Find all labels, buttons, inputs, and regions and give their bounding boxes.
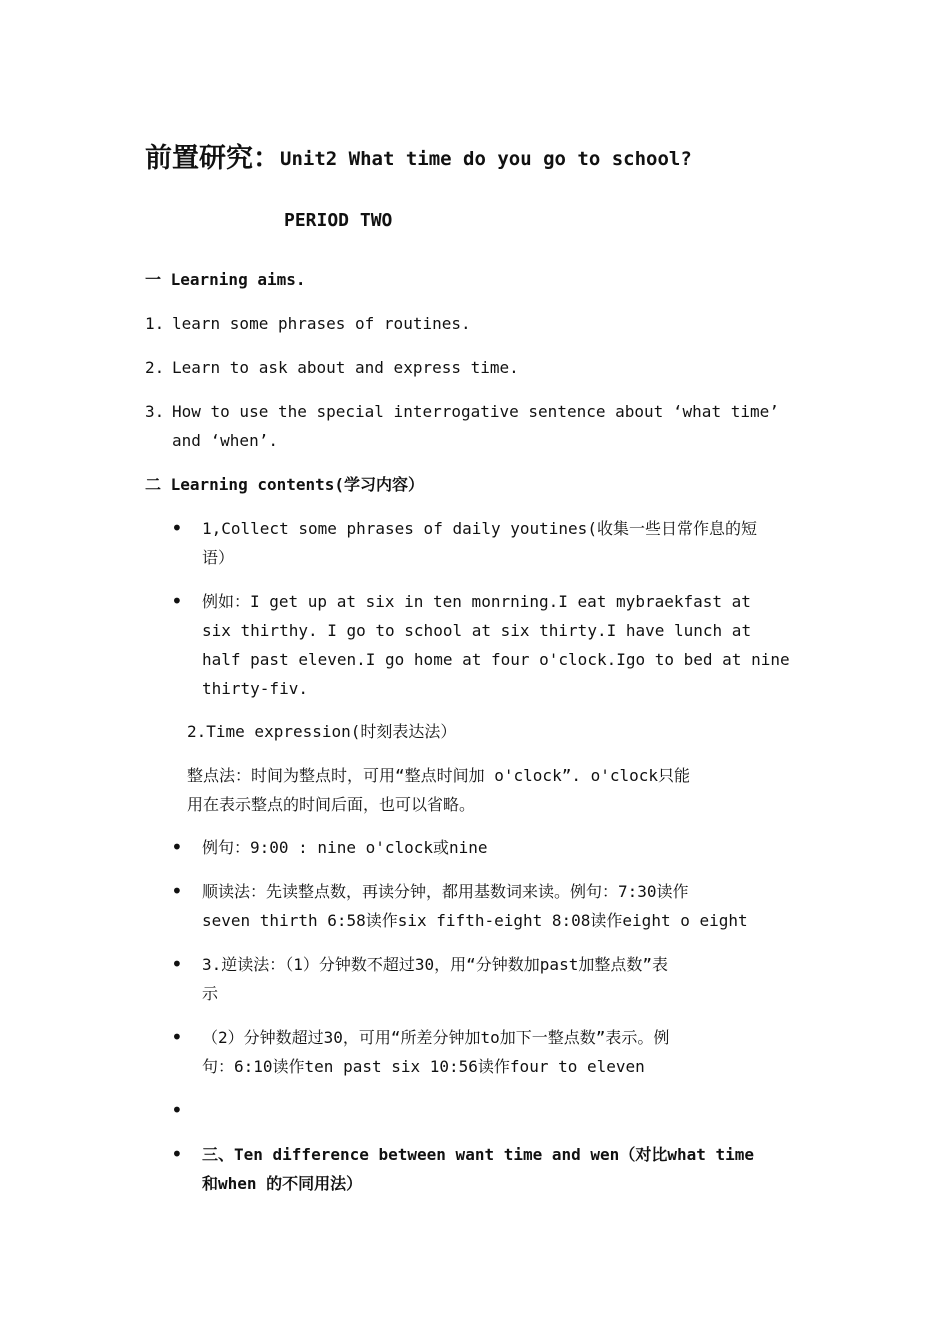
bullet-text: thirty-fiv.: [202, 679, 308, 698]
bullet-icon: •: [171, 952, 183, 976]
list-item: learn some phrases of routines.: [172, 314, 471, 333]
bullet-text: 和when 的不同用法）: [202, 1174, 363, 1193]
bullet-text: half past eleven.I go home at four o'clock.Igo to bed at nine: [202, 650, 790, 669]
section-heading-aims: 一 Learning aims.: [145, 270, 306, 289]
bullet-text: 句：6:10读作ten past six 10:56读作four to eleven: [202, 1057, 645, 1076]
bullet-icon: •: [171, 1098, 183, 1122]
list-number: 1.: [145, 314, 165, 333]
list-item-continuation: and ‘when’.: [172, 431, 278, 450]
bullet-text: 1,Collect some phrases of daily youtines(收集一些日常作息的短: [202, 519, 757, 538]
bullet-text: 3.逆读法：（1）分钟数不超过30，用“分钟数加past加整点数”表: [202, 955, 668, 974]
section-heading-contents: 二 Learning contents(学习内容）: [145, 475, 425, 494]
page-title: [145, 136, 692, 175]
bullet-text: six thirthy. I go to school at six thirty.I have lunch at: [202, 621, 752, 640]
rule-text: 整点法：时间为整点时，可用“整点时间加 o'clock”. o'clock只能: [187, 766, 691, 785]
bullet-text: 例如：I get up at six in ten monrning.I eat mybraekfast at: [202, 592, 751, 611]
list-number: 2.: [145, 358, 165, 377]
bullet-icon: •: [171, 879, 183, 903]
list-item: Learn to ask about and express time.: [172, 358, 519, 377]
time-expression-heading: 2.Time expression(时刻表达法）: [187, 722, 457, 741]
bullet-icon: •: [171, 516, 183, 540]
bullet-icon: •: [171, 1025, 183, 1049]
title-prefix: 前置研究：: [145, 143, 280, 174]
title-main: Unit2 What time do you go to school?: [280, 148, 692, 170]
list-number: 3.: [145, 402, 165, 421]
bullet-text: 语）: [202, 548, 235, 567]
bullet-text: 例句：9:00 : nine o'clock或nine: [202, 838, 488, 857]
bullet-text: seven thirth 6:58读作six fifth-eight 8:08读作eight o eight: [202, 911, 748, 930]
rule-text: 用在表示整点的时间后面，也可以省略。: [187, 795, 476, 814]
bullet-icon: •: [171, 835, 183, 859]
bullet-text: （2）分钟数超过30，可用“所差分钟加to加下一整点数”表示。例: [202, 1028, 670, 1047]
period-heading: PERIOD TWO: [284, 210, 393, 231]
bullet-text: 三、Ten difference between want time and wen（对比what time: [202, 1145, 755, 1164]
bullet-icon: •: [171, 1142, 183, 1166]
bullet-icon: •: [171, 589, 183, 613]
bullet-text: 示: [202, 984, 219, 1003]
bullet-text: 顺读法：先读整点数，再读分钟，都用基数词来读。例句：7:30读作: [202, 882, 689, 901]
list-item: How to use the special interrogative sentence about ‘what time’: [172, 402, 779, 421]
